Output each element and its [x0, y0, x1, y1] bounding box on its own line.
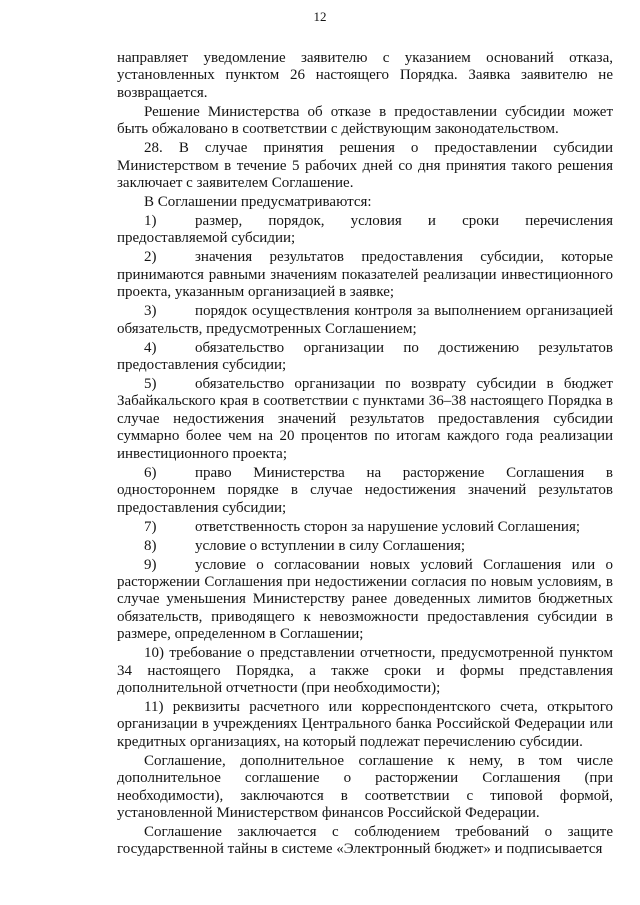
list-item-text: обязательство организации по возврату субсидии в бюджет Забайкальского края в соответствии с пунктами 36–38 настоящего Порядка в случае недостижения значений результатов предоставления субсидии суммарно более чем на 20 процентов по итогам каждого года реализации инвестиционного проекта;	[117, 376, 613, 462]
paragraph-appeal: Решение Министерства об отказе в предоставлении субсидии может быть обжаловано в соответствии с действующим законодательством.	[117, 103, 613, 138]
list-item-text: обязательство организации по достижению результатов предоставления субсидии;	[117, 339, 613, 374]
list-item-number: 9)	[144, 556, 157, 573]
paragraph-continuation: направляет уведомление заявителю с указанием оснований отказа, установленных пунктом 26 настоящего Порядка. Заявка заявителю не возвращается.	[117, 50, 613, 101]
list-item-number: 7)	[144, 518, 157, 535]
list-item	[117, 557, 613, 644]
list-item	[117, 376, 613, 463]
list-item	[117, 519, 613, 536]
list-item-text: размер, порядок, условия и сроки перечисления предоставляемой субсидии;	[117, 213, 613, 247]
document-body	[117, 50, 613, 859]
list-item-text: порядок осуществления контроля за выполнением организацией обязательств, предусмотренных Соглашением;	[117, 303, 613, 337]
list-item-text: право Министерства на расторжение Соглашения в одностороннем порядке в случае недостижения значений результатов предоставления субсидии;	[117, 464, 613, 516]
list-item	[117, 340, 613, 375]
list-item-text: ответственность сторон за нарушение условий Соглашения;	[195, 518, 581, 535]
list-item-text: значения результатов предоставления субсидии, которые принимаются равными значениям показателей реализации инвестиционного проекта, указанным организацией в заявке;	[117, 249, 613, 301]
list-item	[117, 645, 613, 697]
list-item-text: 10) требование о представлении отчетности, предусмотренной пунктом 34 настоящего Порядка, а также сроки и формы представления дополнительной отчетности (при необходимости);	[117, 645, 613, 696]
list-item-number: 5)	[144, 376, 157, 393]
list-item-text: 11) реквизиты расчетного или корреспондентского счета, открытого организации в учреждениях Центрального банка Российской Федерации или кредитных организациях, на который подлежат перечислению субсидии.	[117, 698, 613, 750]
paragraph-agreement-intro: В Соглашении предусматриваются:	[144, 194, 372, 211]
paragraph-agreement-forms: Соглашение, дополнительное соглашение к нему, в том числе дополнительное соглашение о расторжении Соглашения (при необходимости), заключаются в соответствии с типовой формой, установленной Министерством финансов Российской Федерации.	[117, 752, 613, 821]
list-item	[117, 303, 613, 338]
paragraph-agreement-signing: Соглашение заключается с соблюдением требований о защите государственной тайны в системе «Электронный бюджет» и подписывается	[117, 823, 613, 858]
list-item-number: 1)	[144, 213, 157, 230]
paragraph-28: 28. В случае принятия решения о предоставлении субсидии Министерством в течение 5 рабочих дней со дня принятия такого решения заключает с заявителем Соглашение.	[117, 140, 613, 192]
list-item-text: условие о вступлении в силу Соглашения;	[195, 537, 466, 554]
list-item-text: условие о согласовании новых условий Соглашения или о расторжении Соглашения при недостижении согласия по новым условиям, в случае уменьшения Министерству ранее доведенных лимитов бюджетных обязательств, приводящего к невозможности предоставления субсидии в размере, определенном в Соглашении;	[117, 556, 613, 643]
list-item	[117, 465, 613, 517]
list-item	[117, 699, 613, 751]
list-item-number: 3)	[144, 303, 157, 320]
list-item	[117, 249, 613, 301]
list-item-number: 2)	[144, 249, 157, 266]
list-item	[117, 213, 613, 248]
list-item-number: 6)	[144, 464, 157, 481]
list-item	[117, 538, 613, 555]
list-item-number: 8)	[144, 537, 157, 554]
page-number: 12	[313, 9, 327, 24]
list-item-number: 4)	[144, 339, 157, 356]
agreement-terms-list	[117, 213, 613, 751]
